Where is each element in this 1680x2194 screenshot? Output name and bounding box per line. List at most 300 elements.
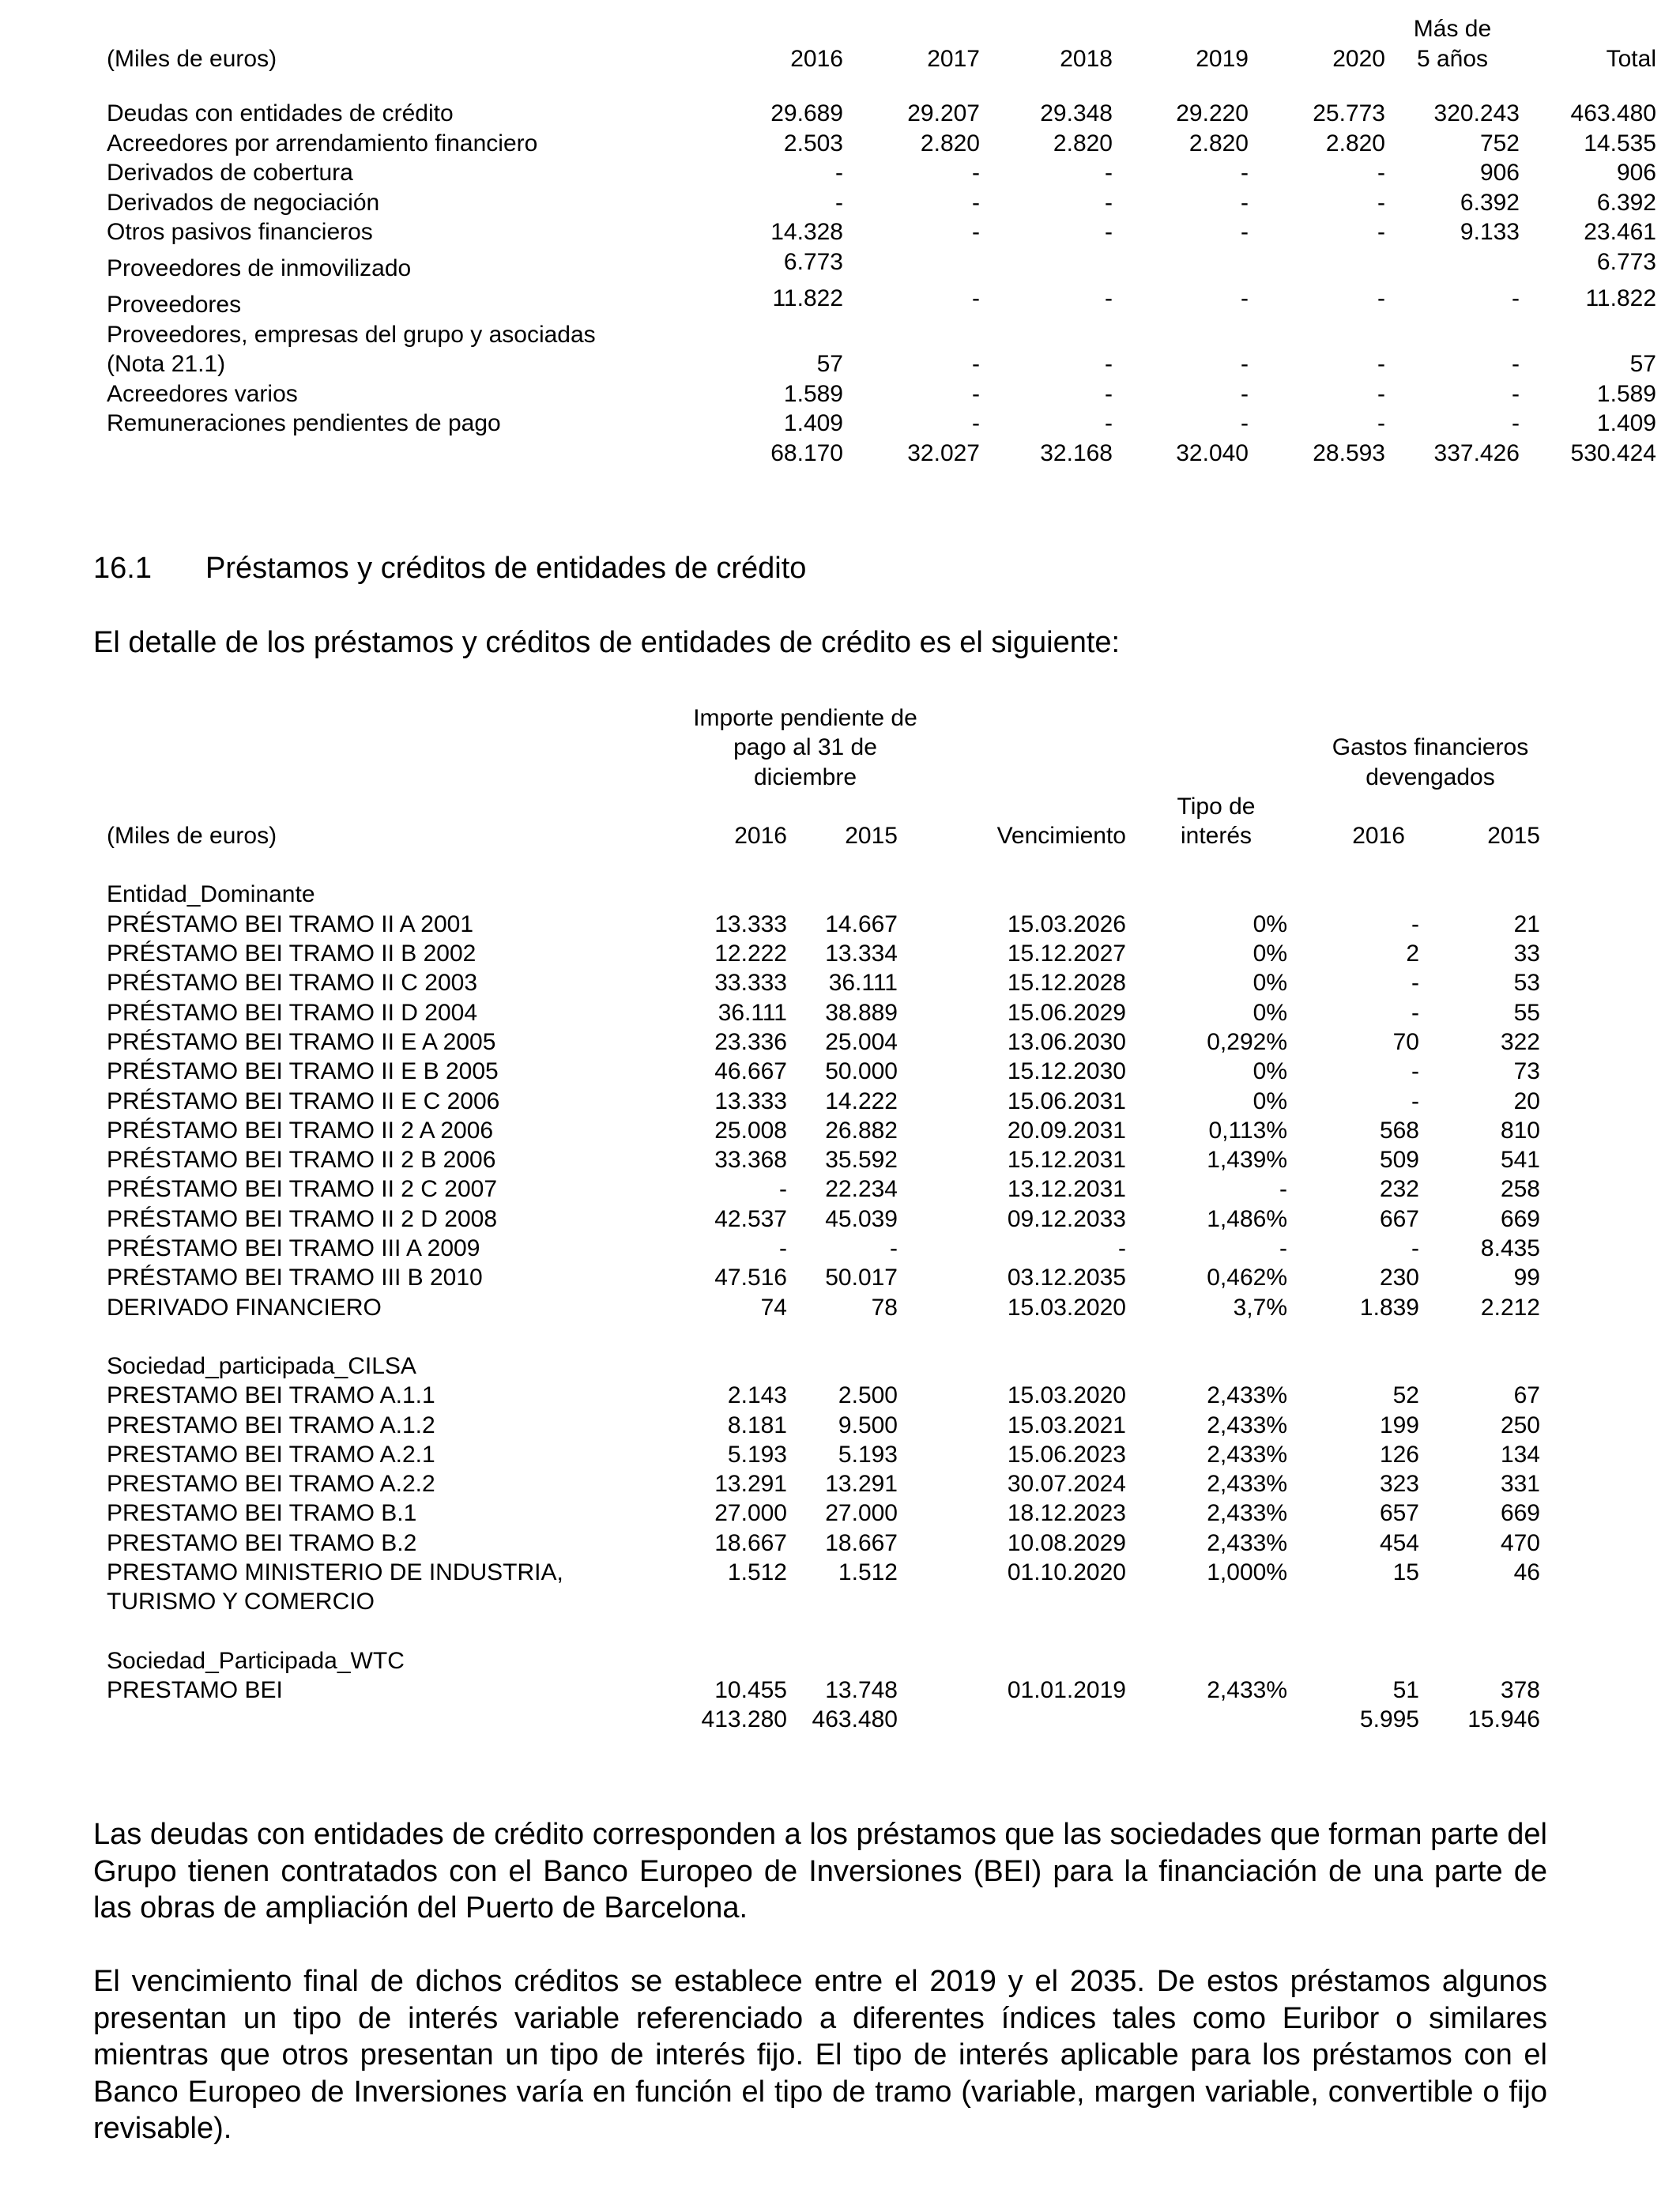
value-cell: 2.212 [1480,1294,1540,1321]
value-cell: - [1241,410,1249,436]
value-cell: - [1411,910,1419,937]
value-cell: 14.328 [770,219,843,245]
total-cell: 5.995 [1359,1706,1419,1733]
header-importe-line3: diciembre [753,763,857,790]
table-row [107,1529,1554,1558]
value-cell: - [1377,285,1385,311]
value-cell: - [972,410,980,436]
total-cell: 15.946 [1467,1706,1540,1733]
table-row [107,409,1656,439]
table-row [107,1057,1554,1086]
row-label: PRÉSTAMO BEI TRAMO II A 2001 [107,910,474,937]
value-cell: 126 [1379,1441,1419,1468]
row-label: PRESTAMO BEI TRAMO B.1 [107,1500,417,1527]
value-cell: - [1241,160,1249,186]
header-importe-line1: Importe pendiente de [693,705,917,731]
header-2015: 2015 [845,823,898,850]
value-cell: 36.111 [718,999,787,1026]
value-cell: 15.12.2028 [1007,970,1126,997]
value-cell: - [972,380,980,407]
value-cell: 1.409 [783,410,843,436]
value-cell: 657 [1379,1500,1419,1527]
value-cell: 15.03.2020 [1007,1294,1126,1321]
value-cell: 258 [1500,1176,1540,1203]
row-label: DERIVADO FINANCIERO [107,1294,382,1321]
header-gastos-2016: 2016 [1352,823,1405,850]
value-cell: 0% [1252,941,1287,967]
value-cell: 30.07.2024 [1007,1471,1126,1498]
value-cell: 15.03.2020 [1007,1382,1126,1409]
value-cell: 45.039 [825,1205,898,1232]
value-cell: - [1105,219,1113,245]
group-spacer [107,1617,1554,1646]
value-cell: 42.537 [714,1205,787,1232]
value-cell: 13.748 [825,1676,898,1703]
section-intro: El detalle de los préstamos y créditos de entidades de crédito es el siguiente: [93,626,1121,659]
row-label: PRÉSTAMO BEI TRAMO II D 2004 [107,999,478,1026]
row-label: PRESTAMO MINISTERIO DE INDUSTRIA, [107,1559,563,1586]
value-cell: - [1105,410,1113,436]
value-cell: 33 [1513,941,1540,967]
value-cell: - [1105,285,1113,311]
value-cell [923,1587,1126,1616]
loans-table [107,703,1554,1735]
value-cell: - [1512,380,1520,407]
value-cell: - [1411,1235,1419,1262]
header-total: Total [1606,45,1656,72]
value-cell: 1.512 [838,1559,898,1586]
row-label: Proveedores, empresas del grupo y asociadas [107,321,596,348]
value-cell: 15.12.2027 [1007,941,1126,967]
maturity-table-header [107,14,1656,74]
row-label: Remuneraciones pendientes de pago [107,410,501,436]
header-year: 2016 [790,45,843,72]
value-cell: 2,433% [1207,1676,1287,1703]
table-row [107,217,1656,247]
value-cell: 99 [1513,1265,1540,1291]
header-importe-line2: pago al 31 de [733,734,877,761]
table-row [107,1469,1554,1498]
row-label: PRÉSTAMO BEI TRAMO III A 2009 [107,1235,480,1262]
value-cell: 23.461 [1584,219,1656,245]
value-cell: 2,433% [1207,1382,1287,1409]
value-cell: 0,462% [1207,1265,1287,1291]
value-cell: - [1377,160,1385,186]
row-label: PRÉSTAMO BEI TRAMO III B 2010 [107,1265,483,1291]
value-cell [1306,1587,1419,1616]
table-row [107,1263,1554,1292]
value-cell: 0% [1252,910,1287,937]
value-cell [1113,320,1249,350]
value-cell: 13.12.2031 [1007,1176,1126,1203]
value-cell: 669 [1500,1205,1540,1232]
total-cell: 463.480 [812,1706,898,1733]
value-cell: - [1105,380,1113,407]
value-cell: 53 [1513,970,1540,997]
row-label: PRESTAMO BEI TRAMO A.1.2 [107,1412,435,1438]
table-row [107,1087,1554,1116]
value-cell: 52 [1392,1382,1419,1409]
row-label: PRESTAMO BEI TRAMO A.1.1 [107,1382,435,1409]
row-label: Deudas con entidades de crédito [107,100,454,126]
value-cell: 12.222 [714,941,787,967]
value-cell [843,247,980,284]
value-cell: 46 [1513,1559,1540,1586]
value-cell: 9.133 [1460,219,1520,245]
value-cell [1249,247,1385,284]
value-cell: 2,433% [1207,1412,1287,1438]
value-cell: 15.06.2023 [1007,1441,1126,1468]
value-cell: 470 [1500,1529,1540,1556]
loans-header-row3 [107,763,1554,792]
value-cell: 38.889 [825,999,898,1026]
value-cell: 27.000 [825,1500,898,1527]
value-cell: 25.004 [825,1028,898,1055]
row-label: Acreedores varios [107,380,298,407]
group-heading-row [107,1646,1554,1676]
value-cell: 5.193 [727,1441,787,1468]
row-label: Proveedores [107,292,242,318]
value-cell: 29.348 [1040,100,1113,126]
row-label: Derivados de cobertura [107,160,353,186]
value-cell: 55 [1513,999,1540,1026]
value-cell: 20.09.2031 [1007,1117,1126,1144]
value-cell: 09.12.2033 [1007,1205,1126,1232]
value-cell: 320.243 [1433,100,1520,126]
table-total-row [107,1705,1554,1734]
value-cell: 33.368 [714,1147,787,1174]
value-cell: 1,000% [1207,1559,1287,1586]
value-cell: 51 [1392,1676,1419,1703]
value-cell [980,320,1113,350]
value-cell: - [1411,1058,1419,1085]
header-gastos-2015: 2015 [1487,823,1540,850]
value-cell: 33.333 [714,970,787,997]
table-row [107,1145,1554,1174]
value-cell: 57 [816,351,843,377]
value-cell: 1.589 [783,380,843,407]
value-cell [980,247,1113,284]
value-cell: - [779,1176,787,1203]
value-cell: 230 [1379,1265,1419,1291]
value-cell: 67 [1513,1382,1540,1409]
table-row [107,1558,1554,1587]
value-cell: 2.820 [1325,130,1385,156]
value-cell: 15.12.2030 [1007,1058,1126,1085]
value-cell: 331 [1500,1471,1540,1498]
total-cell: 32.027 [907,439,980,466]
value-cell [1126,1587,1306,1616]
header-unit: (Miles de euros) [107,45,277,72]
value-cell: 378 [1500,1676,1540,1703]
value-cell [787,1587,923,1616]
value-cell: - [1105,160,1113,186]
value-cell: - [835,189,843,216]
header-gastos-line1: Gastos financieros [1332,734,1529,761]
value-cell: 25.008 [714,1117,787,1144]
table-row [107,247,1656,284]
value-cell: 199 [1379,1412,1419,1438]
value-cell: 35.592 [825,1147,898,1174]
value-cell: 541 [1500,1147,1540,1174]
total-cell: 68.170 [770,439,843,466]
value-cell: - [890,1235,898,1262]
value-cell: 463.480 [1570,100,1656,126]
total-cell: 413.280 [701,1706,787,1733]
value-cell: - [1279,1176,1287,1203]
value-cell: 29.207 [907,100,980,126]
table-row [107,1204,1554,1234]
value-cell: 13.06.2030 [1007,1028,1126,1055]
table-row [107,998,1554,1027]
value-cell: 03.12.2035 [1007,1265,1126,1291]
section-number: 16.1 [93,552,152,585]
value-cell: 2,433% [1207,1441,1287,1468]
row-label: Acreedores por arrendamiento financiero [107,130,538,156]
value-cell: 70 [1392,1028,1419,1055]
value-cell: - [972,189,980,216]
value-cell: 01.01.2019 [1007,1676,1126,1703]
value-cell: - [972,285,980,311]
value-cell: 11.822 [1585,285,1656,311]
paragraph-maturity-interest: El vencimiento final de dichos créditos se establece entre el 2019 y el 2035. De estos préstamos algunos presentan un tipo de interés variable referenciado a diferentes índices tales como Euribor o similares mientras que otros presentan un tipo de interés fijo. El tipo de interés aplicable para los préstamos con el Banco Europeo de Inversiones varía en función el tipo de tramo (variable, margen variable, convertible o fijo revisable). [93,1965,1547,2145]
value-cell: 2,433% [1207,1529,1287,1556]
value-cell: 57 [1629,351,1656,377]
value-cell: 0,113% [1208,1117,1287,1144]
value-cell [1419,1587,1554,1616]
group-heading: Sociedad_participada_CILSA [107,1352,416,1379]
value-cell: 18.667 [825,1529,898,1556]
value-cell [1113,247,1249,284]
value-cell: 46.667 [714,1058,787,1085]
total-cell: 337.426 [1433,439,1520,466]
value-cell: 0% [1252,1088,1287,1114]
table-row [107,129,1656,159]
value-cell: 11.822 [772,285,843,311]
row-label: PRÉSTAMO BEI TRAMO II B 2002 [107,941,477,967]
value-cell: 78 [871,1294,898,1321]
value-cell: 1.512 [727,1559,787,1586]
table-row [107,910,1554,939]
value-cell: 6.392 [1596,189,1656,216]
row-label: PRÉSTAMO BEI TRAMO II E B 2005 [107,1058,499,1085]
value-cell: - [1377,380,1385,407]
value-cell [843,320,980,350]
value-cell: 15.12.2031 [1007,1147,1126,1174]
value-cell: 8.435 [1480,1235,1540,1262]
table-row [107,1116,1554,1145]
row-label: Otros pasivos financieros [107,219,373,245]
value-cell: 1.409 [1596,410,1656,436]
total-cell [1126,1705,1306,1734]
row-label: PRESTAMO BEI TRAMO B.2 [107,1529,417,1556]
table-row [107,320,1656,350]
group-heading-row [107,1351,1554,1381]
header-vencimiento: Vencimiento [996,823,1126,850]
value-cell: - [779,1235,787,1262]
value-cell: - [972,219,980,245]
value-cell: 2.820 [920,130,980,156]
table-row [107,1293,1554,1322]
value-cell: 74 [760,1294,787,1321]
value-cell: 22.234 [825,1176,898,1203]
value-cell: - [1411,999,1419,1026]
value-cell: 18.667 [714,1529,787,1556]
row-label: TURISMO Y COMERCIO [107,1589,375,1615]
value-cell: 15.03.2026 [1007,910,1126,937]
value-cell: 01.10.2020 [1007,1559,1126,1586]
header-year: 2020 [1332,45,1385,72]
value-cell: 6.392 [1460,189,1520,216]
loans-header-row1 [107,703,1554,733]
header-tipo-line1: Tipo de [1177,793,1256,820]
row-label: PRÉSTAMO BEI TRAMO II 2 B 2006 [107,1147,496,1174]
value-cell: - [972,351,980,377]
value-cell: 8.181 [727,1412,787,1438]
group-heading: Sociedad_Participada_WTC [107,1647,405,1674]
value-cell: - [1377,219,1385,245]
value-cell: 669 [1500,1500,1540,1527]
value-cell: - [1241,189,1249,216]
value-cell: - [1279,1235,1287,1262]
header-unit: (Miles de euros) [107,823,277,850]
value-cell: - [1118,1235,1126,1262]
loans-header-row2 [107,733,1554,762]
row-label: PRÉSTAMO BEI TRAMO II 2 A 2006 [107,1117,494,1144]
value-cell: 13.333 [714,910,787,937]
value-cell: 1.589 [1596,380,1656,407]
row-label: PRESTAMO BEI [107,1676,283,1703]
value-cell: - [1512,351,1520,377]
maturity-table [107,14,1656,468]
value-cell: 13.291 [714,1471,787,1498]
value-cell: 20 [1513,1088,1540,1114]
value-cell: 14.535 [1584,130,1656,156]
value-cell: 2,433% [1207,1471,1287,1498]
value-cell: 26.882 [825,1117,898,1144]
table-row [107,1676,1554,1705]
value-cell: - [1105,351,1113,377]
value-cell: 9.500 [838,1412,898,1438]
header-tipo-line2: interés [1180,823,1252,850]
row-label: PRÉSTAMO BEI TRAMO II C 2003 [107,970,478,997]
value-cell: 10.455 [714,1676,787,1703]
value-cell: 6.773 [783,248,843,275]
value-cell: 752 [1479,130,1520,156]
table-row [107,1174,1554,1204]
value-cell: - [1241,285,1249,311]
value-cell: - [1512,410,1520,436]
table-row [107,158,1656,188]
value-cell: - [1512,285,1520,311]
table-row [107,379,1656,409]
value-cell: 2.143 [727,1382,787,1409]
header-year: 2019 [1196,45,1249,72]
value-cell: 323 [1379,1471,1419,1498]
table-row [107,968,1554,997]
table-total-row [107,439,1656,469]
value-cell: 454 [1379,1529,1419,1556]
table-row [107,1381,1554,1410]
total-cell: 32.168 [1040,439,1113,466]
value-cell: 667 [1379,1205,1419,1232]
header-year: 2018 [1060,45,1113,72]
value-cell: - [1241,351,1249,377]
value-cell: 5.193 [838,1441,898,1468]
header-gastos-line2: devengados [1365,763,1495,790]
value-cell: 15.03.2021 [1007,1412,1126,1438]
value-cell: 250 [1500,1412,1540,1438]
value-cell: 73 [1513,1058,1540,1085]
row-label: PRÉSTAMO BEI TRAMO II E A 2005 [107,1028,496,1055]
value-cell: 2.820 [1188,130,1249,156]
value-cell: 23.336 [714,1028,787,1055]
value-cell: 322 [1500,1028,1540,1055]
row-label: Derivados de negociación [107,189,380,216]
total-cell: 32.040 [1176,439,1249,466]
value-cell [687,1587,787,1616]
value-cell: - [835,160,843,186]
value-cell: 18.12.2023 [1007,1500,1126,1527]
value-cell: 25.773 [1313,100,1385,126]
value-cell: - [1105,189,1113,216]
table-row [107,349,1656,379]
row-label: (Nota 21.1) [107,351,226,377]
value-cell: 568 [1379,1117,1419,1144]
value-cell: 13.333 [714,1088,787,1114]
value-cell: - [1411,1088,1419,1114]
value-cell: 509 [1379,1147,1419,1174]
total-cell [923,1705,1126,1734]
header-more-line1: Más de [1413,16,1492,42]
table-row [107,1440,1554,1469]
group-heading-row [107,880,1554,909]
table-row [107,1498,1554,1528]
table-row [107,1587,1554,1616]
value-cell [1520,320,1656,350]
table-row [107,1411,1554,1440]
group-spacer [107,1322,1554,1351]
value-cell: 36.111 [828,970,898,997]
value-cell: 27.000 [714,1500,787,1527]
total-cell: 530.424 [1570,439,1656,466]
value-cell: 47.516 [714,1265,787,1291]
value-cell: 0% [1252,999,1287,1026]
loans-header-row5 [107,821,1554,850]
header-2016: 2016 [734,823,787,850]
row-label: PRESTAMO BEI TRAMO A.2.1 [107,1441,435,1468]
value-cell: 6.773 [1596,248,1656,275]
value-cell: 29.689 [770,100,843,126]
value-cell: 2 [1406,941,1419,967]
value-cell: 3,7% [1233,1294,1287,1321]
total-cell: 28.593 [1313,439,1385,466]
value-cell: 10.08.2029 [1007,1529,1126,1556]
row-label: PRESTAMO BEI TRAMO A.2.2 [107,1471,435,1498]
table-row [107,1027,1554,1057]
value-cell: 232 [1379,1176,1419,1203]
value-cell: 2.503 [783,130,843,156]
value-cell: 906 [1616,160,1656,186]
paragraph-bei-loans: Las deudas con entidades de crédito corresponden a los préstamos que las sociedades que forman parte del Grupo tienen contratados con el Banco Europeo de Inversiones (BEI) para la financiación de una parte de las obras de ampliación del Puerto de Barcelona. [93,1818,1547,1924]
value-cell: 0,292% [1207,1028,1287,1055]
header-more-than-5 [1385,14,1520,74]
value-cell: 50.017 [825,1265,898,1291]
value-cell: 2.820 [1053,130,1113,156]
table-row [107,1234,1554,1263]
value-cell: - [1377,410,1385,436]
value-cell: 0% [1252,1058,1287,1085]
